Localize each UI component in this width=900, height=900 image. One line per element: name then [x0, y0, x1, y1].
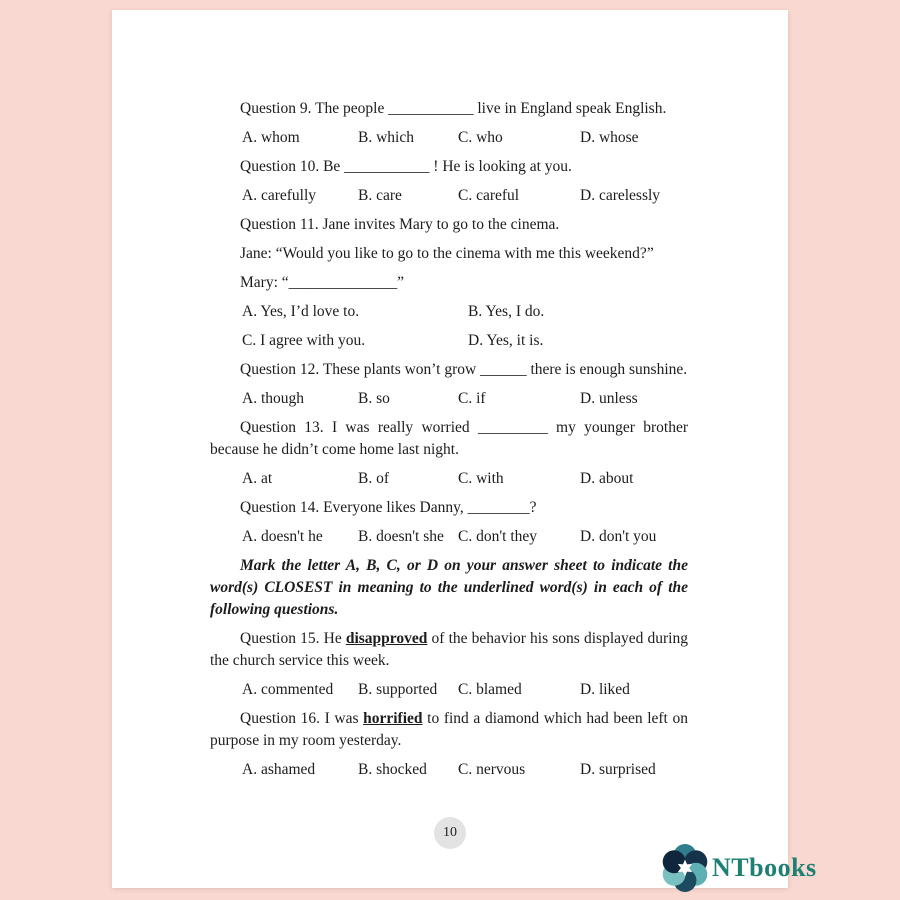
text-segment: Question 14. Everyone likes Danny, ________? [240, 499, 537, 516]
text-segment: Question 10. Be ___________ ! He is looking at you. [240, 158, 572, 175]
answer-option: A. carefully [242, 187, 317, 204]
answer-option: B. care [358, 187, 402, 204]
text-segment: Jane: “Would you like to go to the cinema with me this weekend?” [240, 245, 654, 262]
answer-option: A. at [242, 470, 273, 487]
underlined-keyword: disapproved [345, 630, 428, 647]
answer-option: C. who [458, 129, 503, 146]
text-segment: Mary: “______________” [240, 274, 405, 291]
answer-options-row [210, 330, 688, 352]
instruction-paragraph [210, 555, 688, 621]
question-paragraph [210, 359, 688, 381]
answer-option: B. so [358, 390, 390, 407]
answer-option: A. doesn't he [242, 528, 323, 545]
answer-option: D. Yes, it is. [468, 332, 544, 349]
answer-options-row [210, 679, 688, 701]
answer-option: C. I agree with you. [242, 332, 366, 349]
answer-option: C. careful [458, 187, 520, 204]
question-paragraph [210, 243, 688, 265]
answer-option: D. surprised [580, 761, 656, 778]
answer-option: D. don't you [580, 528, 657, 545]
question-paragraph [210, 272, 688, 294]
answer-option: D. liked [580, 681, 630, 698]
text-segment: Question 13. I was really worried _________ my younger brother because he didn’t come home last night. [210, 419, 688, 458]
question-paragraph [210, 708, 688, 752]
answer-option: A. commented [242, 681, 334, 698]
underlined-keyword: horrified [363, 710, 423, 727]
answer-options-row [210, 468, 688, 490]
answer-options-row [210, 127, 688, 149]
answer-option: A. though [242, 390, 304, 407]
question-paragraph [210, 497, 688, 519]
answer-option: D. unless [580, 390, 638, 407]
answer-options-row [210, 185, 688, 207]
text-segment: Question 11. Jane invites Mary to go to the cinema. [240, 216, 560, 233]
ntbooks-flower-icon [660, 842, 710, 894]
answer-option: C. don't they [458, 528, 537, 545]
answer-option: B. of [358, 470, 389, 487]
question-paragraph [210, 156, 688, 178]
answer-option: D. about [580, 470, 634, 487]
brand-logo [660, 841, 817, 895]
answer-options-row [210, 759, 688, 781]
answer-option: D. whose [580, 129, 639, 146]
answer-option: A. whom [242, 129, 300, 146]
text-segment: of the behavior his sons displayed during the church service this week. [210, 630, 688, 669]
answer-options-row [210, 301, 688, 323]
answer-option: C. blamed [458, 681, 522, 698]
answer-option: C. with [458, 470, 504, 487]
text-segment: Question 15. He [240, 630, 346, 647]
answer-option: A. Yes, I’d love to. [242, 303, 360, 320]
answer-option: B. supported [358, 681, 438, 698]
question-paragraph [210, 417, 688, 461]
question-paragraph [210, 98, 688, 120]
answer-option: B. which [358, 129, 414, 146]
answer-options-row [210, 388, 688, 410]
text-segment: Question 12. These plants won’t grow ______ there is enough sunshine. [240, 361, 688, 378]
answer-option: B. shocked [358, 761, 427, 778]
document-page [112, 10, 788, 888]
brand-name: NTbooks [712, 853, 817, 882]
answer-option: C. if [458, 390, 486, 407]
text-segment: Question 16. I was [240, 710, 364, 727]
answer-option: D. carelessly [580, 187, 661, 204]
text-segment: Mark the letter A, B, C, or D on your answer sheet to indicate the word(s) CLOSEST in meaning to the underlined word(s) in each of the following questions. [210, 557, 688, 618]
exam-content [210, 98, 688, 788]
answer-option: A. ashamed [242, 761, 316, 778]
question-paragraph [210, 214, 688, 236]
page-number: 10 [443, 825, 457, 840]
answer-options-row [210, 526, 688, 548]
question-paragraph [210, 628, 688, 672]
text-segment: Question 9. The people ___________ live in England speak English. [240, 100, 667, 117]
text-segment: to find a diamond which had been left on purpose in my room yesterday. [210, 710, 688, 749]
answer-option: C. nervous [458, 761, 526, 778]
answer-option: B. Yes, I do. [468, 303, 545, 320]
page-number-badge [434, 817, 466, 849]
answer-option: B. doesn't she [358, 528, 444, 545]
